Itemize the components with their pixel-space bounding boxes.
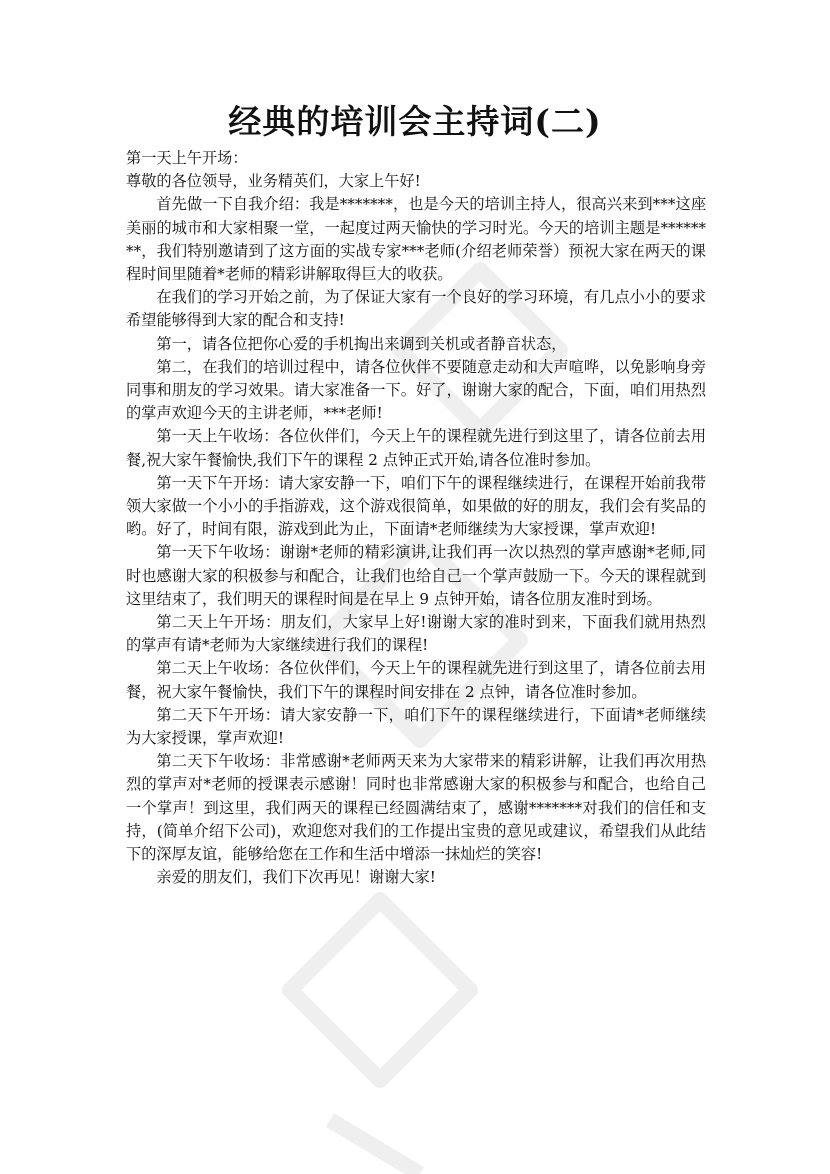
paragraph: 第一天上午开场： xyxy=(126,149,248,167)
document-title: 经典的培训会主持词(二) xyxy=(228,102,602,141)
paragraph: 第一天上午收场：各位伙伴们，今天上午的课程就先进行到这里了，请各位前去用餐,祝大家午餐愉快,我们下午的课程 2 点钟正式开始,请各位准时参加。 xyxy=(126,427,706,469)
paragraph: 尊敬的各位领导，业务精英们，大家上午好! xyxy=(126,172,421,191)
paragraph: 亲爱的朋友们，我们下次再见！谢谢大家! xyxy=(156,868,436,887)
paragraph: 首先做一下自我介绍：我是*******，也是今天的培训主持人，很高兴来到***这座美丽的城市和大家相聚一堂，一起度过两天愉快的学习时光。今天的培训主题是********，我们特别邀请到了这方面的实战专家***老师(介绍老师荣誉）预祝大家在两天的课程时间里随着*老师的精彩讲解取得巨大的收获。 xyxy=(126,195,706,284)
paragraph: 第二天下午收场：非常感谢*老师两天来为大家带来的精彩讲解，让我们再次用热烈的掌声对*老师的授课表示感谢！同时也非常感谢大家的积极参与和配合，也给自己一个掌声！到这里，我们两天的课程已经圆满结束了，感谢*******对我们的信任和支持，(简单介绍下公司)，欢迎您对我们的工作提出宝贵的意见或建议，希望我们从此结下的深厚友谊，能够给您在工作和生活中增添一抹灿烂的笑容! xyxy=(126,752,706,864)
paragraph: 第一天下午收场：谢谢*老师的精彩演讲,让我们再一次以热烈的掌声感谢*老师,同时也感谢大家的积极参与和配合，让我们也给自己一个掌声鼓励一下。今天的课程就到这里结束了，我们明天的课程时间是在早上 9 点钟开始，请各位朋友准时到场。 xyxy=(126,543,706,608)
paragraph: 第一，请各位把你心爱的手机掏出来调到关机或者静音状态， xyxy=(156,334,567,353)
document-body xyxy=(126,147,706,890)
paragraph: 第二天上午收场：各位伙伴们，今天上午的课程就先进行到这里了，请各位前去用餐，祝大家午餐愉快，我们下午的课程时间安排在 2 点钟，请各位准时参加。 xyxy=(126,659,706,701)
paragraph: 第二天上午开场：朋友们，大家早上好!谢谢大家的准时到来，下面我们就用热烈的掌声有请*老师为大家继续进行我们的课程! xyxy=(126,613,706,655)
paragraph: 第一天下午开场：请大家安静一下，咱们下午的课程继续进行，在课程开始前我带领大家做一个小小的手指游戏，这个游戏很简单，如果做的好的朋友，我们会有奖品的哟。好了，时间有限，游戏到此为止，下面请*老师继续为大家授课，掌声欢迎! xyxy=(126,473,706,539)
paragraph: 在我们的学习开始之前，为了保证大家有一个良好的学习环境，有几点小小的要求希望能够得到大家的配合和支持! xyxy=(126,288,706,330)
paragraph: 第二，在我们的培训过程中，请各位伙伴不要随意走动和大声喧哗，以免影响身旁同事和朋友的学习效果。请大家准备一下。好了，谢谢大家的配合，下面，咱们用热烈的掌声欢迎今天的主讲老师，***老师! xyxy=(126,357,706,423)
paragraph: 第二天下午开场：请大家安静一下，咱们下午的课程继续进行，下面请*老师继续为大家授课，掌声欢迎! xyxy=(126,705,706,748)
